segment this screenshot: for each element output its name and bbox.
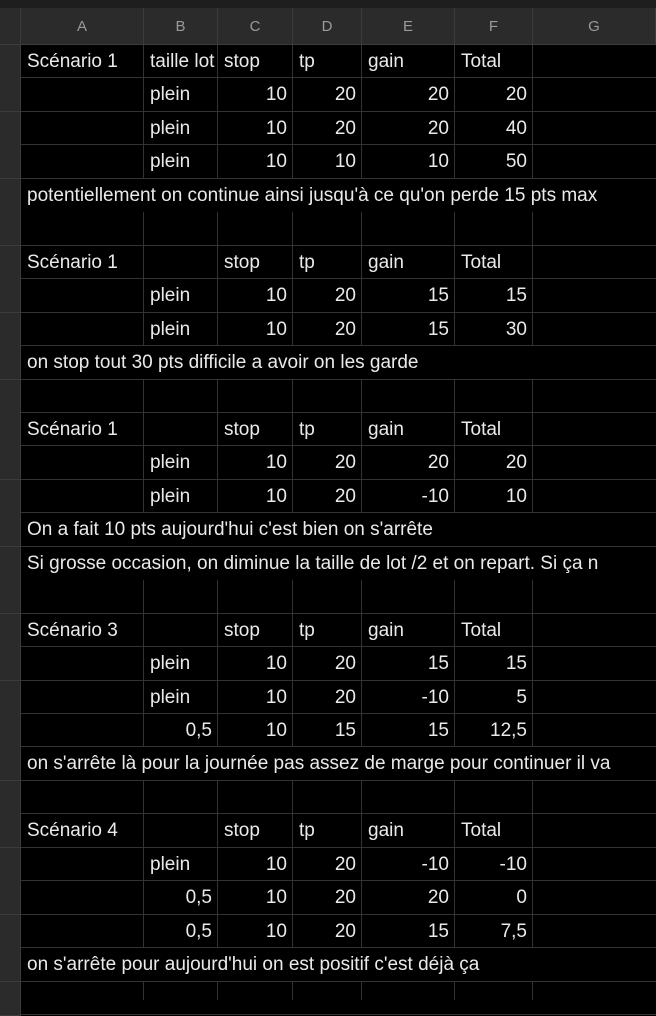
cell-d[interactable]: 20 <box>334 485 356 507</box>
cell-d[interactable]: 20 <box>334 117 356 139</box>
cell-d[interactable]: 20 <box>334 318 356 340</box>
cell-b[interactable] <box>144 246 218 279</box>
cell-g[interactable] <box>533 881 656 914</box>
cell-g[interactable] <box>533 580 656 613</box>
cell-f[interactable] <box>455 212 533 245</box>
note-cell[interactable]: potentiellement on continue ainsi jusqu'à ce qu'on perde 15 pts max <box>21 179 656 212</box>
cell-g[interactable] <box>533 446 656 479</box>
row-header[interactable] <box>0 915 21 949</box>
cell-f[interactable]: 0 <box>516 887 527 909</box>
cell-g[interactable] <box>533 714 656 747</box>
cell-b[interactable]: plein <box>150 686 191 708</box>
cell-f[interactable]: 40 <box>505 117 527 139</box>
column-header-a[interactable]: A <box>21 8 144 45</box>
cell-b[interactable]: plein <box>150 485 191 507</box>
row-header[interactable] <box>0 647 21 681</box>
cell-g[interactable] <box>533 915 656 948</box>
cell-c[interactable]: 10 <box>265 720 287 741</box>
cell-b[interactable] <box>144 814 218 847</box>
row-header[interactable] <box>0 45 21 79</box>
cell-e[interactable]: 20 <box>427 117 449 139</box>
cell-b[interactable]: plein <box>150 853 191 875</box>
cell-e[interactable]: gain <box>368 418 404 440</box>
cell-a[interactable] <box>21 647 144 680</box>
cell-d[interactable]: 20 <box>334 84 356 106</box>
row-header[interactable] <box>0 982 21 1016</box>
column-header-c[interactable]: C <box>218 8 293 45</box>
row-header[interactable] <box>0 212 21 246</box>
row-header[interactable] <box>0 580 21 614</box>
cell-f[interactable]: 20 <box>505 452 527 474</box>
cell-d[interactable]: 10 <box>334 151 356 173</box>
cell-c[interactable]: 10 <box>265 117 287 139</box>
cell-d[interactable]: tp <box>299 251 315 273</box>
cell-g[interactable] <box>533 413 656 446</box>
cell-d[interactable]: 20 <box>334 686 356 708</box>
row-header[interactable] <box>0 413 21 447</box>
cell-g[interactable] <box>533 78 656 111</box>
row-header[interactable] <box>0 747 21 781</box>
cell-f[interactable]: Total <box>461 820 502 842</box>
cell-e[interactable]: gain <box>368 51 404 72</box>
cell-g[interactable] <box>533 212 656 245</box>
cell-f[interactable]: 5 <box>516 686 527 708</box>
cell-d[interactable]: 20 <box>334 653 356 675</box>
cell-c[interactable]: stop <box>224 51 260 72</box>
cell-a[interactable]: Scénario 1 <box>27 251 118 273</box>
cell-a[interactable]: Scénario 1 <box>27 418 118 440</box>
cell-d[interactable]: 20 <box>334 452 356 474</box>
cell-e[interactable]: 15 <box>427 285 449 307</box>
cell-b[interactable]: plein <box>150 151 191 173</box>
cell-a[interactable]: Scénario 4 <box>27 820 118 842</box>
row-header[interactable] <box>0 179 21 213</box>
cell-b[interactable]: plein <box>150 653 191 675</box>
cell-b[interactable] <box>144 614 218 647</box>
cell-e[interactable]: 15 <box>427 920 449 942</box>
cell-e[interactable]: 20 <box>427 887 449 909</box>
cell-f[interactable]: 15 <box>505 653 527 675</box>
cell-b[interactable] <box>144 781 218 814</box>
cell-d[interactable]: 20 <box>334 887 356 909</box>
cell-b[interactable] <box>144 212 218 245</box>
row-header[interactable] <box>0 446 21 480</box>
cell-f[interactable]: 12,5 <box>490 720 527 741</box>
row-header[interactable] <box>0 145 21 179</box>
cell-e[interactable]: -10 <box>421 686 449 708</box>
cell-b[interactable]: taille lot <box>150 51 215 72</box>
cell-f[interactable]: Total <box>461 51 502 72</box>
cell-d[interactable]: 20 <box>334 920 356 942</box>
row-header[interactable] <box>0 948 21 982</box>
row-header[interactable] <box>0 681 21 715</box>
cell-a[interactable] <box>21 781 144 814</box>
cell-e[interactable] <box>362 580 455 613</box>
cell-b[interactable]: plein <box>150 84 191 106</box>
cell-a[interactable] <box>21 145 144 178</box>
cell-g[interactable] <box>533 112 656 145</box>
cell-a[interactable] <box>21 380 144 413</box>
cell-a[interactable] <box>21 279 144 312</box>
cell-a[interactable] <box>21 982 144 1015</box>
cell-a[interactable] <box>21 313 144 346</box>
row-header[interactable] <box>0 814 21 848</box>
cell-a[interactable] <box>21 580 144 613</box>
cell-f[interactable] <box>455 781 533 814</box>
row-header[interactable] <box>0 112 21 146</box>
row-header[interactable] <box>0 380 21 414</box>
cell-d[interactable]: 20 <box>334 853 356 875</box>
cell-a[interactable] <box>21 881 144 914</box>
cell-a[interactable] <box>21 446 144 479</box>
cell-e[interactable]: 20 <box>427 84 449 106</box>
cell-c[interactable]: 10 <box>265 151 287 173</box>
cell-g[interactable] <box>533 380 656 413</box>
cell-c[interactable]: stop <box>224 251 260 273</box>
cell-e[interactable]: -10 <box>421 853 449 875</box>
cell-a[interactable] <box>21 848 144 881</box>
cell-d[interactable]: tp <box>299 820 315 842</box>
row-header[interactable] <box>0 480 21 514</box>
column-header-e[interactable]: E <box>362 8 455 45</box>
cell-f[interactable]: 20 <box>505 84 527 106</box>
cell-e[interactable]: 15 <box>427 720 449 741</box>
row-header[interactable] <box>0 246 21 280</box>
note-cell[interactable]: on stop tout 30 pts difficile a avoir on les garde <box>21 346 656 379</box>
cell-g[interactable] <box>533 279 656 312</box>
column-header-b[interactable]: B <box>144 8 218 45</box>
cell-d[interactable]: tp <box>299 619 315 641</box>
cell-a[interactable] <box>21 78 144 111</box>
cell-a[interactable] <box>21 681 144 714</box>
row-header[interactable] <box>0 848 21 882</box>
row-header[interactable] <box>0 781 21 815</box>
cell-f[interactable] <box>455 580 533 613</box>
cell-g[interactable] <box>533 647 656 680</box>
cell-b[interactable]: 0,5 <box>185 920 212 942</box>
cell-g[interactable] <box>533 313 656 346</box>
row-header[interactable] <box>0 614 21 648</box>
cell-d[interactable]: 20 <box>334 285 356 307</box>
cell-f[interactable]: 7,5 <box>500 920 527 942</box>
row-header[interactable] <box>0 313 21 347</box>
cell-c[interactable] <box>218 580 293 613</box>
cell-g[interactable] <box>533 246 656 279</box>
cell-g[interactable] <box>533 781 656 814</box>
cell-f[interactable] <box>455 982 533 1015</box>
cell-e[interactable]: gain <box>368 619 404 641</box>
column-header-f[interactable]: F <box>455 8 533 45</box>
cell-c[interactable]: stop <box>224 820 260 842</box>
cell-b[interactable]: plein <box>150 285 191 307</box>
cell-c[interactable]: 10 <box>265 452 287 474</box>
column-header-g[interactable]: G <box>533 8 656 45</box>
cell-g[interactable] <box>533 45 656 78</box>
cell-c[interactable]: 10 <box>265 84 287 106</box>
cell-c[interactable]: 10 <box>265 686 287 708</box>
cell-a[interactable]: Scénario 1 <box>27 51 118 72</box>
cell-e[interactable]: 10 <box>427 151 449 173</box>
note-cell[interactable]: on s'arrête là pour la journée pas assez de marge pour continuer il va <box>21 747 656 780</box>
cell-f[interactable] <box>455 380 533 413</box>
cell-f[interactable]: 50 <box>505 151 527 173</box>
cell-g[interactable] <box>533 814 656 847</box>
row-header[interactable] <box>0 279 21 313</box>
cell-b[interactable]: plein <box>150 452 191 474</box>
cell-a[interactable] <box>21 212 144 245</box>
row-header[interactable] <box>0 547 21 581</box>
cell-b[interactable] <box>144 413 218 446</box>
cell-c[interactable]: 10 <box>265 285 287 307</box>
row-header[interactable] <box>0 78 21 112</box>
cell-b[interactable]: 0,5 <box>185 887 212 909</box>
cell-c[interactable]: 10 <box>265 485 287 507</box>
cell-a[interactable] <box>21 915 144 948</box>
cell-d[interactable]: 15 <box>334 720 356 741</box>
cell-d[interactable] <box>293 380 362 413</box>
cell-d[interactable] <box>293 580 362 613</box>
cell-e[interactable] <box>362 982 455 1015</box>
row-header[interactable] <box>0 881 21 915</box>
cell-c[interactable]: 10 <box>265 653 287 675</box>
cell-d[interactable] <box>293 982 362 1015</box>
note-cell[interactable]: Si grosse occasion, on diminue la taille de lot /2 et on repart. Si ça n <box>21 547 656 580</box>
top-strip <box>0 0 656 8</box>
column-header-d[interactable]: D <box>293 8 362 45</box>
cell-e[interactable]: -10 <box>421 485 449 507</box>
cell-d[interactable]: tp <box>299 418 315 440</box>
cell-a[interactable] <box>21 480 144 513</box>
cell-c[interactable]: 10 <box>265 853 287 875</box>
cell-f[interactable]: -10 <box>499 853 527 875</box>
cell-g[interactable] <box>533 848 656 881</box>
cell-c[interactable] <box>218 212 293 245</box>
cell-g[interactable] <box>533 982 656 1015</box>
cell-a[interactable] <box>21 112 144 145</box>
cell-f[interactable]: 30 <box>505 318 527 340</box>
cell-e[interactable]: 15 <box>427 318 449 340</box>
cell-c[interactable]: stop <box>224 418 260 440</box>
corner-cell[interactable] <box>0 8 21 45</box>
cell-f[interactable]: 10 <box>505 485 527 507</box>
cell-b[interactable]: 0,5 <box>185 720 212 741</box>
cell-b[interactable] <box>144 580 218 613</box>
cell-f[interactable]: Total <box>461 619 502 641</box>
cell-e[interactable]: gain <box>368 251 404 273</box>
cell-g[interactable] <box>533 614 656 647</box>
cell-c[interactable] <box>218 982 293 1015</box>
row-header[interactable] <box>0 513 21 547</box>
cell-c[interactable]: stop <box>224 619 260 641</box>
cell-e[interactable] <box>362 380 455 413</box>
cell-c[interactable]: 10 <box>265 887 287 909</box>
cell-e[interactable] <box>362 212 455 245</box>
row-header[interactable] <box>0 714 21 748</box>
cell-e[interactable]: gain <box>368 820 404 842</box>
cell-c[interactable] <box>218 380 293 413</box>
cell-e[interactable]: 15 <box>427 653 449 675</box>
cell-b[interactable] <box>144 380 218 413</box>
cell-c[interactable]: 10 <box>265 920 287 942</box>
cell-g[interactable] <box>533 480 656 513</box>
note-cell[interactable]: On a fait 10 pts aujourd'hui c'est bien on s'arrête <box>21 513 656 546</box>
cell-e[interactable]: 20 <box>427 452 449 474</box>
cell-d[interactable] <box>293 212 362 245</box>
cell-f[interactable]: Total <box>461 418 502 440</box>
cell-d[interactable]: tp <box>299 51 315 72</box>
cell-a[interactable]: Scénario 3 <box>27 619 118 641</box>
cell-e[interactable] <box>362 781 455 814</box>
cell-g[interactable] <box>533 145 656 178</box>
cell-b[interactable]: plein <box>150 117 191 139</box>
cell-f[interactable]: Total <box>461 251 502 273</box>
cell-a[interactable] <box>21 714 144 747</box>
cell-d[interactable] <box>293 781 362 814</box>
cell-b[interactable] <box>144 982 218 1015</box>
cell-f[interactable]: 15 <box>505 285 527 307</box>
note-cell[interactable]: on s'arrête pour aujourd'hui on est positif c'est déjà ça <box>21 948 656 981</box>
cell-g[interactable] <box>533 681 656 714</box>
cell-c[interactable]: 10 <box>265 318 287 340</box>
cell-c[interactable] <box>218 781 293 814</box>
row-header[interactable] <box>0 346 21 380</box>
cell-b[interactable]: plein <box>150 318 191 340</box>
